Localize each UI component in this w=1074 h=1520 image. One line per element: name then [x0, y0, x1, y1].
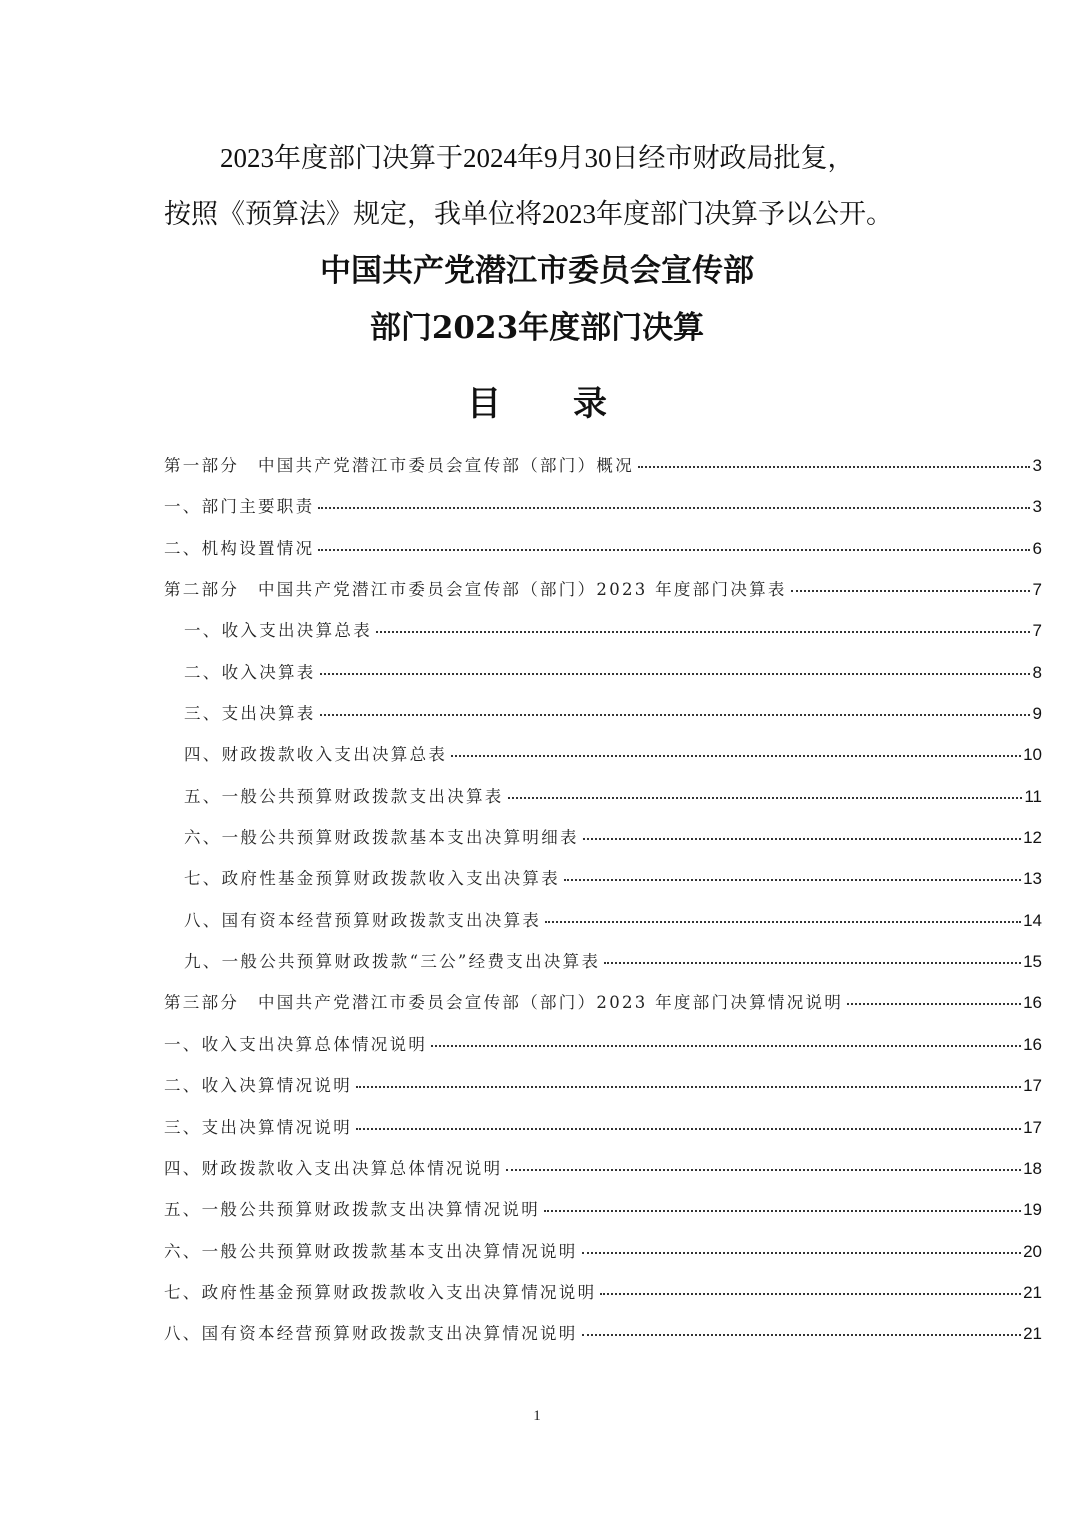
toc-leader-dots — [320, 714, 1030, 716]
toc-leader-dots — [544, 1210, 1021, 1212]
toc-entry-label: 一、收入支出决算总体情况说明 — [164, 1034, 428, 1054]
toc-leader-dots — [356, 1128, 1021, 1130]
toc-entry[interactable] — [164, 783, 1042, 824]
toc-leader-dots — [604, 962, 1021, 964]
toc-entry[interactable] — [164, 452, 1042, 493]
toc-entry-label: 第二部分 中国共产党潜江市委员会宣传部（部门）2023 年度部门决算表 — [164, 580, 787, 600]
toc-entry-page: 16 — [1023, 1034, 1042, 1054]
toc-entry[interactable] — [164, 907, 1042, 948]
toc-leader-dots — [600, 1293, 1021, 1295]
toc-heading-char-1: 目 — [467, 384, 501, 424]
toc-entry-label: 六、一般公共预算财政拨款基本支出决算情况说明 — [164, 1241, 578, 1261]
toc-leader-dots — [356, 1086, 1021, 1088]
toc-entry[interactable] — [164, 1279, 1042, 1320]
toc-entry-label: 七、政府性基金预算财政拨款收入支出决算表 — [184, 869, 560, 889]
toc-entry-page: 14 — [1023, 910, 1042, 930]
toc-entry-label: 第三部分 中国共产党潜江市委员会宣传部（部门）2023 年度部门决算情况说明 — [164, 993, 844, 1013]
toc-entry[interactable] — [164, 700, 1042, 741]
toc-entry[interactable] — [164, 948, 1042, 989]
toc-entry-label: 五、一般公共预算财政拨款支出决算情况说明 — [164, 1200, 540, 1220]
toc-entry-label: 三、支出决算情况说明 — [164, 1117, 352, 1137]
intro-paragraph — [164, 130, 934, 242]
toc-entry-label: 二、收入决算表 — [184, 662, 316, 682]
intro-line-2: 按照《预算法》规定，我单位将2023年度部门决算予以公开。 — [164, 199, 893, 229]
toc-entry[interactable] — [164, 1114, 1042, 1155]
toc-entry-page: 21 — [1023, 1282, 1042, 1302]
toc-entry-label: 五、一般公共预算财政拨款支出决算表 — [184, 786, 504, 806]
toc-entry[interactable] — [164, 535, 1042, 576]
toc-leader-dots — [564, 879, 1021, 881]
toc-entry-page: 11 — [1024, 786, 1042, 806]
toc-entry-label: 六、一般公共预算财政拨款基本支出决算明细表 — [184, 828, 579, 848]
toc-entry-page: 7 — [1032, 580, 1042, 600]
toc-entry-page: 21 — [1023, 1324, 1042, 1344]
toc-entry[interactable] — [164, 824, 1042, 865]
toc-entry-label: 八、国有资本经营预算财政拨款支出决算表 — [184, 910, 542, 930]
toc-leader-dots — [791, 590, 1030, 592]
toc-leader-dots — [583, 838, 1021, 840]
toc-entry[interactable] — [164, 576, 1042, 617]
toc-entry-page: 8 — [1032, 662, 1042, 682]
toc-leader-dots — [506, 1169, 1021, 1171]
toc-entry[interactable] — [164, 989, 1042, 1030]
toc-entry-page: 15 — [1023, 952, 1042, 972]
toc-entry-page: 18 — [1023, 1158, 1042, 1178]
toc-entry-page: 6 — [1032, 538, 1042, 558]
toc-entry-label: 八、国有资本经营预算财政拨款支出决算情况说明 — [164, 1324, 578, 1344]
toc-entry-page: 10 — [1023, 745, 1042, 765]
toc-leader-dots — [545, 921, 1021, 923]
toc-entry-page: 7 — [1032, 621, 1042, 641]
toc-entry-page: 17 — [1023, 1076, 1042, 1096]
toc-entry-label: 七、政府性基金预算财政拨款收入支出决算情况说明 — [164, 1282, 597, 1302]
toc-entry-page: 17 — [1023, 1117, 1042, 1137]
toc-entry-page: 12 — [1023, 828, 1042, 848]
toc-entry[interactable] — [164, 659, 1042, 700]
table-of-contents — [164, 452, 1042, 1362]
toc-entry-label: 第一部分 中国共产党潜江市委员会宣传部（部门）概况 — [164, 456, 634, 475]
toc-entry[interactable] — [164, 1238, 1042, 1279]
toc-entry-label: 三、支出决算表 — [184, 704, 316, 724]
toc-leader-dots — [431, 1045, 1021, 1047]
toc-entry-page: 20 — [1023, 1241, 1042, 1261]
toc-leader-dots — [638, 466, 1030, 468]
toc-entry[interactable] — [164, 1072, 1042, 1113]
toc-entry-label: 四、财政拨款收入支出决算总体情况说明 — [164, 1158, 503, 1178]
toc-leader-dots — [582, 1334, 1021, 1336]
toc-entry-page: 19 — [1023, 1200, 1042, 1220]
toc-leader-dots — [582, 1252, 1021, 1254]
document-title-line-2: 部门2023年度部门决算 — [369, 310, 705, 346]
toc-entry-page: 3 — [1032, 497, 1042, 517]
toc-entry[interactable] — [164, 617, 1042, 658]
toc-entry-page: 3 — [1032, 456, 1042, 475]
toc-leader-dots — [320, 673, 1030, 675]
toc-entry[interactable] — [164, 1031, 1042, 1072]
toc-entry[interactable] — [164, 1196, 1042, 1237]
toc-leader-dots — [318, 507, 1030, 509]
toc-leader-dots — [847, 1003, 1021, 1005]
toc-leader-dots — [376, 631, 1030, 633]
toc-entry-label: 四、财政拨款收入支出决算总表 — [184, 745, 448, 765]
toc-heading-char-2: 录 — [573, 384, 607, 424]
toc-leader-dots — [318, 549, 1030, 551]
toc-entry[interactable] — [164, 1320, 1042, 1361]
toc-entry[interactable] — [164, 741, 1042, 782]
toc-entry-label: 二、机构设置情况 — [164, 538, 315, 558]
toc-entry[interactable] — [164, 493, 1042, 534]
page-number: 1 — [533, 1408, 541, 1424]
toc-entry-page: 13 — [1023, 869, 1042, 889]
toc-leader-dots — [508, 797, 1023, 799]
toc-entry-page: 9 — [1032, 704, 1042, 724]
document-title-line-1: 中国共产党潜江市委员会宣传部 — [320, 253, 754, 289]
intro-line-1: 2023年度部门决算于2024年9月30日经市财政局批复， — [220, 143, 855, 173]
toc-entry-label: 九、一般公共预算财政拨款“三公”经费支出决算表 — [184, 952, 601, 972]
toc-entry-page: 16 — [1023, 993, 1042, 1013]
toc-entry[interactable] — [164, 865, 1042, 906]
toc-leader-dots — [451, 755, 1021, 757]
toc-entry-label: 一、部门主要职责 — [164, 497, 315, 517]
toc-entry[interactable] — [164, 1155, 1042, 1196]
toc-entry-label: 一、收入支出决算总表 — [184, 621, 372, 641]
toc-heading — [0, 378, 1074, 430]
toc-entry-label: 二、收入决算情况说明 — [164, 1076, 352, 1096]
